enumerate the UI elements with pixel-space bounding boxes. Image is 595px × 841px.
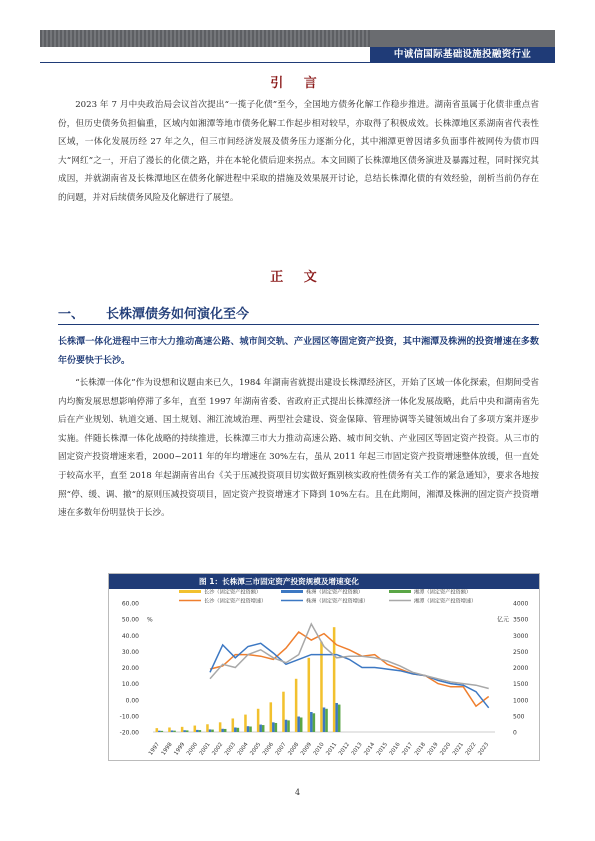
left-tick-label: -10.00 (119, 713, 139, 721)
bar (275, 723, 278, 732)
bar (262, 725, 265, 732)
x-tick-label: 2014 (363, 741, 377, 757)
bar (183, 730, 186, 732)
x-tick-label: 2007 (274, 741, 288, 757)
bar (232, 718, 235, 732)
body-paragraph: “长株潭一体化”作为设想和议题由来已久，1984 年湖南省就提出建设长株潭经济区，开始了区域一体化探索，但期间受省内均衡发展思想影响停滞了多年，直至 1997 年湖南省委、省政府正式提出长株潭经济一体化发展战略，此后中央和湖南省先后在产业规划、轨道交通、国土规划、湘江流域治理、两型社会建设、资金保障、管理协调等关键领域出台了多项方案并逐步实施。伴随长株潭一体化战略的持续推进，长株潭三市大力推动高速公路、城市间交轨、产业园区等固定资产投资。从三市的固定资产投资增速来看，2000~2011 年的年均增速在 30%左右，虽从 2011 年起三市固定资产投资增速整体放缓，但一直处于较高水平，直至 2018 年起湖南省出台《关于压减投资项目切实做好甄别核实政府性债务有关工作的紧急通知》，要求各地按照“停、缓、调、撤”的原则压减投资项目，固定资产投资增速才下降到 10%左右。且在此期间，湘潭及株洲的固定资产投资增速在多数年份明显快于长沙。 (58, 378, 539, 519)
bar (194, 726, 197, 732)
x-tick-label: 2002 (211, 741, 225, 757)
bar (221, 729, 224, 732)
bar (181, 727, 184, 732)
right-tick-label: 0 (513, 729, 517, 737)
x-tick-label: 2012 (338, 741, 351, 757)
left-axis-unit: % (147, 616, 153, 624)
bar (310, 712, 313, 732)
legend-label: 长沙（固定资产投资增速） (204, 598, 267, 605)
bar (237, 728, 240, 732)
x-tick-label: 2020 (439, 741, 453, 757)
bar (272, 722, 275, 732)
x-tick-label: 2011 (325, 741, 339, 757)
series-line (210, 632, 489, 706)
x-tick-label: 2000 (186, 741, 199, 757)
intro-title: 引 言 (270, 76, 325, 91)
header-rule (40, 62, 555, 63)
bar (158, 731, 161, 732)
legend-label: 株洲（固定资产投资增速） (306, 598, 369, 605)
legend-swatch (179, 590, 201, 593)
right-tick-label: 2000 (513, 665, 529, 672)
bar (325, 709, 328, 732)
section-heading (58, 303, 249, 322)
right-tick-label: 1000 (513, 697, 529, 705)
x-tick-label: 1998 (160, 741, 174, 757)
bar (285, 720, 288, 732)
bar (287, 720, 290, 732)
bar (257, 709, 260, 732)
x-tick-label: 2017 (401, 741, 415, 757)
legend-label: 长沙（固定资产投资额） (204, 589, 262, 596)
x-tick-label: 2022 (464, 741, 478, 757)
bar (161, 731, 164, 732)
bar (249, 727, 252, 732)
x-tick-label: 2013 (350, 741, 364, 757)
x-tick-label: 2008 (287, 741, 301, 757)
right-tick-label: 500 (513, 713, 525, 721)
chart-title: 图 1：长株潭三市固定资产投资规模及增速变化 (109, 574, 539, 589)
bar (211, 730, 214, 732)
bar (156, 728, 159, 732)
legend-label: 湘潭（固定资产投资额） (414, 589, 472, 596)
bar (219, 722, 222, 732)
bar (259, 725, 262, 732)
right-tick-label: 2500 (513, 648, 529, 656)
bar (171, 730, 174, 732)
x-tick-label: 2006 (262, 741, 275, 757)
x-tick-label: 2004 (236, 741, 250, 757)
x-tick-label: 2023 (477, 741, 491, 757)
bar (209, 729, 212, 732)
x-tick-label: 2001 (198, 741, 212, 757)
bar (247, 726, 250, 732)
bar (224, 729, 227, 732)
bar (168, 727, 171, 732)
right-tick-label: 4000 (513, 600, 529, 608)
left-tick-label: 60.00 (121, 600, 139, 608)
lead-paragraph: 长株潭一体化进程中三市大力推动高速公路、城市间交轨、产业园区等固定资产投资，其中湘潭及株洲的投资增速在多数年份要快于长沙。 (58, 337, 539, 366)
legend-swatch (281, 590, 303, 593)
bar (234, 727, 237, 732)
x-tick-label: 2018 (414, 741, 427, 757)
bar (244, 715, 247, 732)
x-tick-label: 2015 (376, 741, 389, 757)
legend-swatch (389, 590, 411, 593)
bar (313, 713, 316, 732)
bar (270, 702, 273, 732)
left-tick-label: 10.00 (121, 681, 139, 689)
left-tick-label: 30.00 (121, 648, 139, 656)
section-rule (58, 324, 539, 325)
bar (295, 679, 298, 732)
x-tick-label: 2019 (426, 741, 440, 757)
section-number: 一、 (58, 307, 85, 322)
x-tick-label: 2010 (312, 741, 326, 757)
header-banner: 中诚信国际基础设施投融资行业 (370, 47, 555, 62)
bar (186, 730, 189, 732)
left-tick-label: 20.00 (121, 665, 139, 672)
right-tick-label: 3500 (513, 616, 529, 624)
x-tick-label: 2021 (452, 741, 465, 757)
bar (335, 703, 338, 732)
body-title: 正 文 (270, 270, 325, 285)
header-texture-bar (40, 30, 370, 47)
left-tick-label: -20.00 (119, 729, 139, 737)
bar (206, 724, 209, 732)
bar (173, 731, 176, 732)
left-tick-label: 50.00 (121, 616, 139, 624)
x-tick-label: 1999 (173, 741, 187, 757)
left-tick-label: 40.00 (121, 632, 139, 640)
intro-paragraph: 2023 年 7 月中央政治局会议首次提出“一揽子化债”至今，全国地方债务化解工作稳步推进。湖南省虽属于化债非重点省份，但历史债务负担偏重，区域内如湘潭等地市债务化解工作起步相对较早，亦取得了积极成效。长株潭地区系湖南省代表性区域，一体化发展历经 27 年之久，但三市间经济发展及债务压力逐渐分化，其中湘潭更曾因诸多负面事件被网传为债市四大“网红”之一，开启了漫长的化债之路，并在本轮化债后迎来拐点。本文回顾了长株潭地区债务演进及暴露过程，同时探究其成因，并就湖南省及长株潭地区在债务化解进程中采取的措施及效果展开讨论，总结长株潭化债的有效经验，剖析当前仍存在的问题，并对后续债务风险及化解进行了展望。 (58, 100, 539, 203)
x-tick-label: 2005 (249, 741, 263, 757)
series-line (210, 624, 489, 689)
bar (282, 692, 285, 732)
x-tick-label: 2016 (388, 741, 402, 757)
right-tick-label: 3000 (513, 632, 529, 640)
left-tick-label: 0.00 (125, 697, 139, 705)
right-tick-label: 1500 (513, 681, 529, 689)
bar (300, 717, 303, 732)
x-tick-label: 2003 (224, 741, 237, 757)
legend-label: 株洲（固定资产投资额） (306, 589, 364, 596)
bar (338, 705, 341, 732)
section-title: 长株潭债务如何演化至今 (106, 307, 250, 322)
right-axis-unit: 亿元 (497, 616, 510, 624)
bar (297, 717, 300, 732)
x-tick-label: 2009 (300, 741, 313, 757)
bar (196, 730, 199, 732)
figure-1 (108, 573, 540, 761)
chart-svg (109, 589, 539, 760)
legend-label: 湘潭（固定资产投资增速） (414, 598, 477, 605)
page-number: 4 (294, 788, 301, 797)
bar (308, 658, 311, 732)
bar (199, 730, 202, 732)
bar (323, 707, 326, 732)
x-tick-label: 1997 (148, 741, 161, 757)
